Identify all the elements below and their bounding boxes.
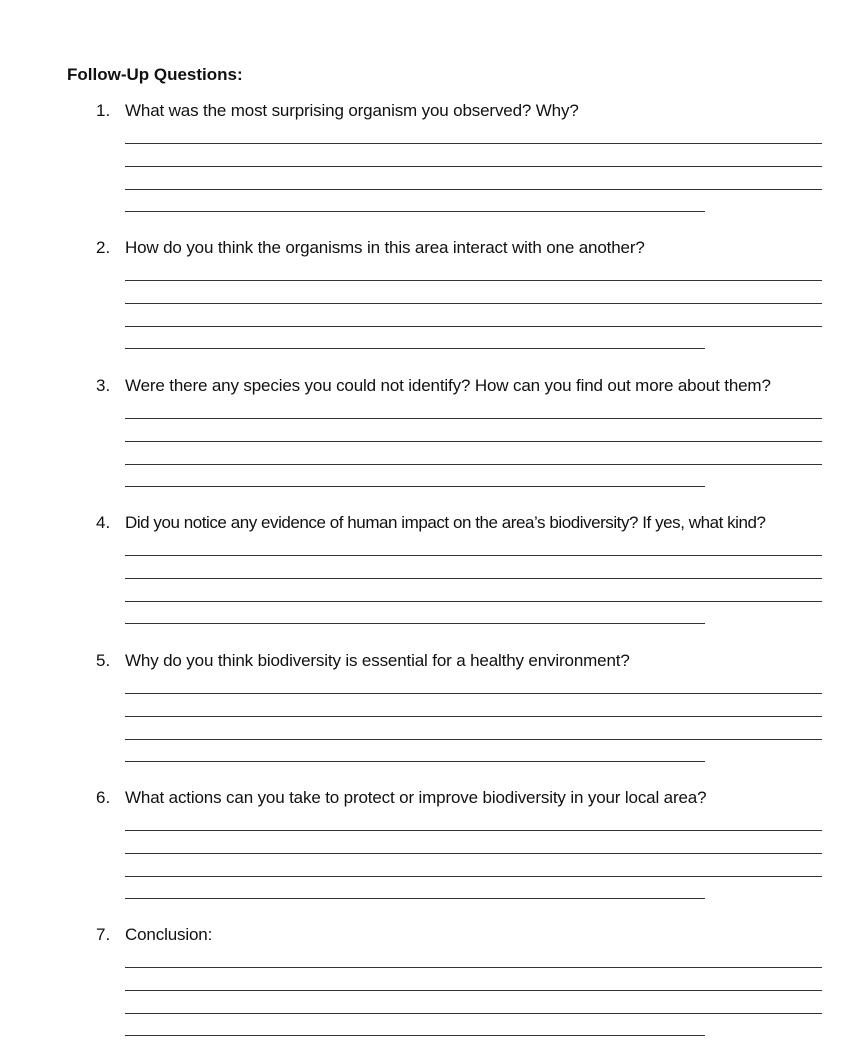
question-item xyxy=(0,788,853,925)
question-text: Did you notice any evidence of human impact on the area’s biodiversity? If yes, what kind? xyxy=(125,513,766,532)
question-item xyxy=(0,376,853,513)
answer-line[interactable] xyxy=(125,418,822,419)
answer-line[interactable] xyxy=(125,623,705,624)
question-number: 5. xyxy=(96,651,111,670)
section-heading: Follow-Up Questions: xyxy=(67,65,243,84)
answer-line[interactable] xyxy=(125,303,822,304)
question-text: Were there any species you could not identify? How can you find out more about them? xyxy=(125,376,771,395)
question-item xyxy=(0,101,853,238)
answer-line[interactable] xyxy=(125,1035,705,1036)
answer-line[interactable] xyxy=(125,761,705,762)
answer-line[interactable] xyxy=(125,486,705,487)
question-item xyxy=(0,238,853,375)
answer-line[interactable] xyxy=(125,326,822,327)
answer-line[interactable] xyxy=(125,166,822,167)
answer-line[interactable] xyxy=(125,211,705,212)
question-text: Why do you think biodiversity is essential for a healthy environment? xyxy=(125,651,630,670)
question-number: 6. xyxy=(96,788,111,807)
question-text: Conclusion: xyxy=(125,925,213,944)
answer-line[interactable] xyxy=(125,578,822,579)
answer-line[interactable] xyxy=(125,967,822,968)
answer-line[interactable] xyxy=(125,853,822,854)
question-text: How do you think the organisms in this area interact with one another? xyxy=(125,238,645,257)
answer-line[interactable] xyxy=(125,555,822,556)
question-number: 1. xyxy=(96,101,111,120)
answer-line[interactable] xyxy=(125,693,822,694)
answer-line[interactable] xyxy=(125,739,822,740)
answer-line[interactable] xyxy=(125,189,822,190)
question-number: 7. xyxy=(96,925,111,944)
answer-line[interactable] xyxy=(125,348,705,349)
answer-line[interactable] xyxy=(125,143,822,144)
answer-line[interactable] xyxy=(125,990,822,991)
question-number: 2. xyxy=(96,238,111,257)
question-text: What actions can you take to protect or improve biodiversity in your local area? xyxy=(125,788,707,807)
question-text: What was the most surprising organism you observed? Why? xyxy=(125,101,579,120)
answer-line[interactable] xyxy=(125,898,705,899)
question-item xyxy=(0,651,853,788)
answer-line[interactable] xyxy=(125,441,822,442)
answer-line[interactable] xyxy=(125,464,822,465)
question-item xyxy=(0,513,853,650)
answer-line[interactable] xyxy=(125,1013,822,1014)
question-number: 4. xyxy=(96,513,111,532)
answer-line[interactable] xyxy=(125,830,822,831)
question-number: 3. xyxy=(96,376,111,395)
answer-line[interactable] xyxy=(125,601,822,602)
answer-line[interactable] xyxy=(125,716,822,717)
answer-line[interactable] xyxy=(125,876,822,877)
answer-line[interactable] xyxy=(125,280,822,281)
question-item xyxy=(0,925,853,1062)
